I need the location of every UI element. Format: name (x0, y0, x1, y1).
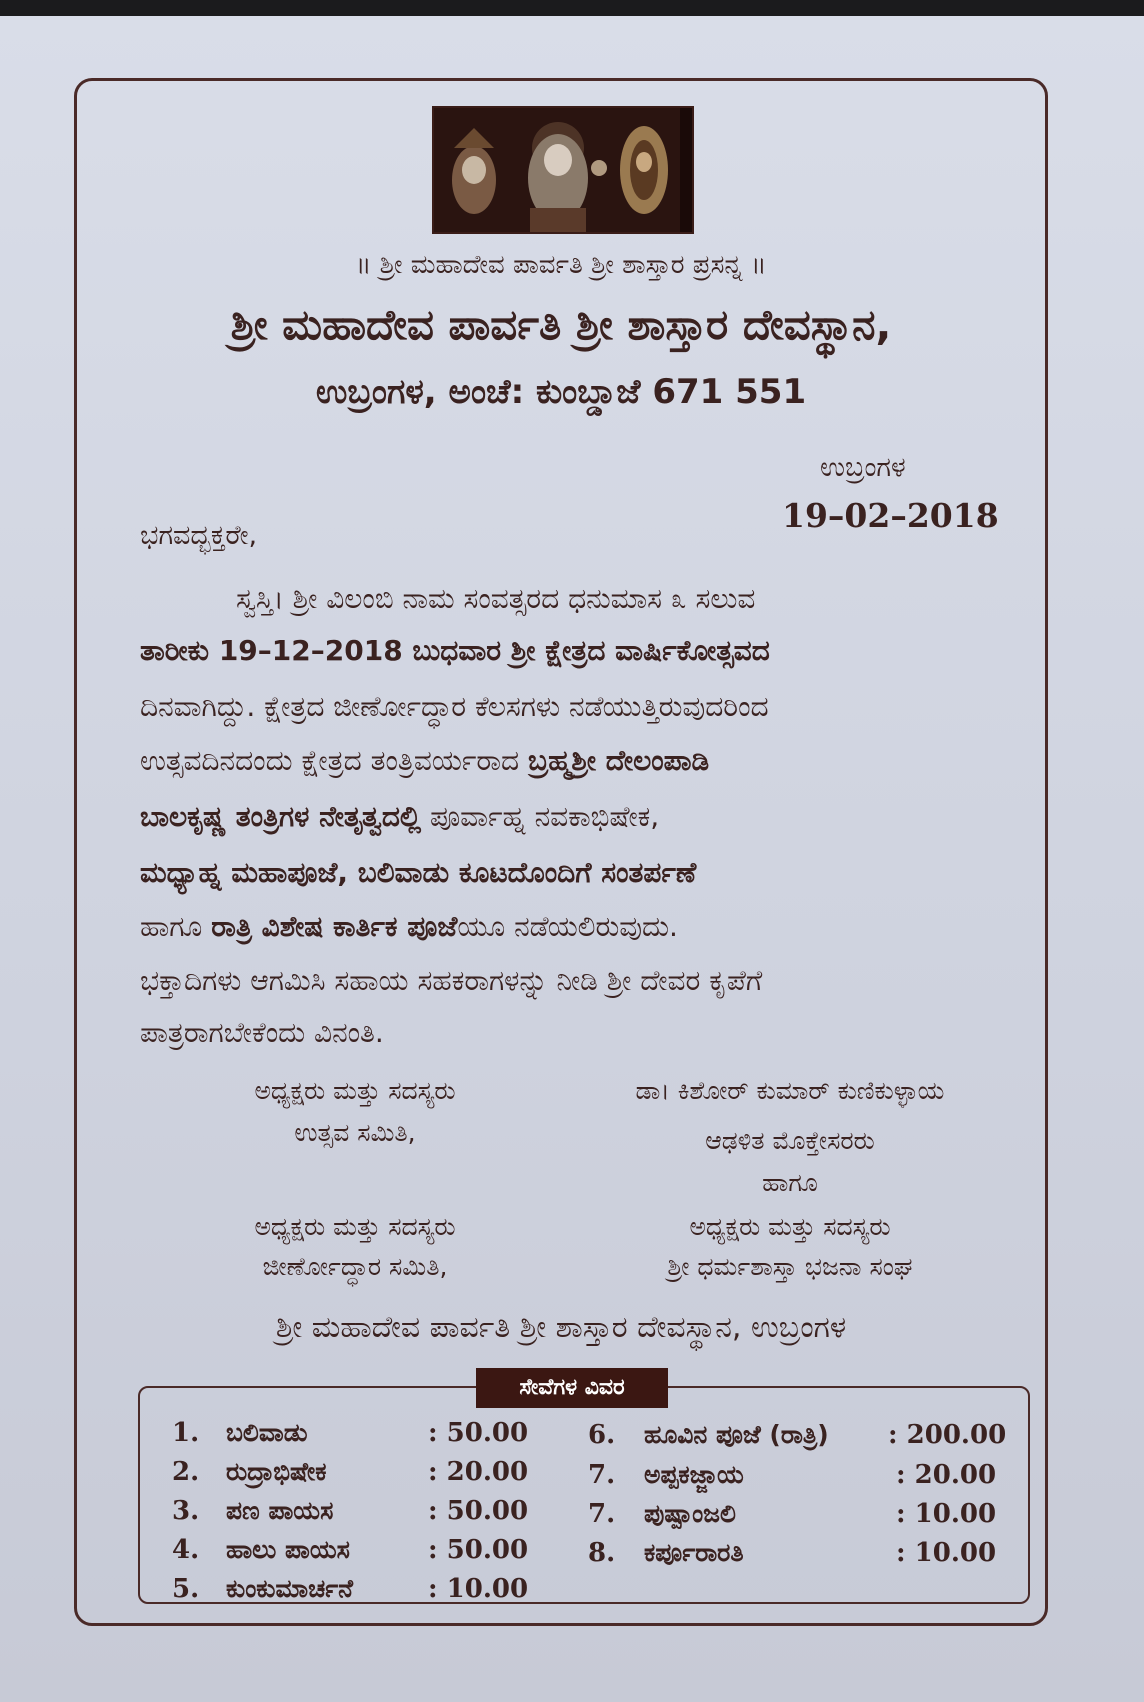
seva-amount: : 10.00 (896, 1538, 997, 1568)
seva-number: 6. (588, 1420, 616, 1450)
signatory-right-name: ಡಾ। ಕಿಶೋರ್ ಕುಮಾರ್ ಕುಣಿಕುಳ್ಳಾಯ (635, 1076, 945, 1105)
signatory-left-1-title: ಅಧ್ಯಕ್ಷರು ಮತ್ತು ಸದಸ್ಯರು (254, 1076, 456, 1105)
seva-amount: : 200.00 (888, 1420, 1007, 1450)
body-line-5-text: ಪೂರ್ವಾಹ್ನ ನವಕಾಭಿಷೇಕ, (421, 800, 660, 833)
body-line-7-text-b: ಯೂ ನಡೆಯಲಿರುವುದು. (457, 910, 678, 943)
seva-number: 1. (172, 1418, 200, 1448)
signatory-right-role: ಆಢಳಿತ ಮೊಕ್ತೇಸರರು (705, 1126, 875, 1155)
seva-amount: : 20.00 (428, 1457, 529, 1487)
seva-name: ರುದ್ರಾಭಿಷೇಕ (226, 1457, 327, 1486)
seva-name: ಪಣ ಪಾಯಸ (226, 1496, 334, 1525)
invocation-line: ॥ ಶ್ರೀ ಮಹಾದೇವ ಪಾರ್ವತಿ ಶ್ರೀ ಶಾಸ್ತಾರ ಪ್ರಸನ್ನ ॥ (355, 250, 767, 280)
deity-photo (432, 106, 694, 234)
signatory-left-1-committee: ಉತ್ಸವ ಸಮಿತಿ, (294, 1118, 416, 1147)
seva-name: ಬಲಿವಾಡು (226, 1418, 308, 1447)
signatory-right-sangha: ಶ್ರೀ ಧರ್ಮಶಾಸ್ತಾ ಭಜನಾ ಸಂಘ (667, 1252, 913, 1281)
body-line-4-bold: ಬ್ರಹ್ಮಶ್ರೀ ದೇಲಂಪಾಡಿ (528, 744, 710, 777)
body-line-5-bold: ಬಾಲಕೃಷ್ಣ ತಂತ್ರಿಗಳ ನೇತೃತ್ವದಲ್ಲಿ (140, 800, 422, 833)
body-line-4 (140, 744, 709, 778)
seva-number: 7. (588, 1460, 616, 1490)
body-line-2 (140, 634, 770, 668)
body-line-1: ಸ್ವಸ್ತಿ। ಶ್ರೀ ವಿಲಂಬಿ ನಾಮ ಸಂವತ್ಸರದ ಧನುಮಾಸ ೩ ಸಲುವ (236, 582, 756, 615)
seva-name: ಹೂವಿನ ಪೂಜೆ (ರಾತ್ರಿ) (644, 1420, 829, 1449)
body-line-2-bold: ತಾರೀಕು 19–12–2018 ಬುಧವಾರ ಶ್ರೀ ಕ್ಷೇತ್ರದ ವಾರ್ಷಿಕೋತ್ಸವದ (140, 634, 770, 667)
body-line-6 (140, 856, 696, 890)
body-line-8: ಭಕ್ತಾದಿಗಳು ಆಗಮಿಸಿ ಸಹಾಯ ಸಹಕರಾಗಳನ್ನು ನೀಡಿ ಶ್ರೀ ದೇವರ ಕೃಪೆಗೆ (140, 964, 763, 997)
signatory-left-2-committee: ಜೀರ್ಣೋದ್ಧಾರ ಸಮಿತಿ, (262, 1252, 448, 1281)
signatory-right-and: ಹಾಗೂ (762, 1168, 818, 1197)
seva-name: ಕುಂಕುಮಾರ್ಚನೆ (226, 1574, 354, 1603)
body-line-9: ಪಾತ್ರರಾಗಬೇಕೆಂದು ವಿನಂತಿ. (140, 1016, 384, 1049)
body-line-4-text: ಉತ್ಸವದಿನದಂದು ಕ್ಷೇತ್ರದ ತಂತ್ರಿವರ್ಯರಾದ (140, 744, 529, 777)
letter-date: 19–02–2018 (782, 496, 999, 535)
footer-temple-name: ಶ್ರೀ ಮಹಾದೇವ ಪಾರ್ವತಿ ಶ್ರೀ ಶಾಸ್ತಾರ ದೇವಸ್ಥಾನ, ಉಬ್ರಂಗಳ (275, 1310, 847, 1345)
seva-amount: : 50.00 (428, 1535, 529, 1565)
temple-address: ಉಬ್ರಂಗಳ, ಅಂಚೆ: ಕುಂಬ್ಡಾಜೆ 671 551 (315, 372, 807, 412)
seva-number: 3. (172, 1496, 200, 1526)
seva-amount: : 50.00 (428, 1496, 529, 1526)
top-bar (0, 0, 1144, 16)
seva-amount: : 10.00 (896, 1499, 997, 1529)
temple-name-heading: ಶ್ರೀ ಮಹಾದೇವ ಪಾರ್ವತಿ ಶ್ರೀ ಶಾಸ್ತಾರ ದೇವಸ್ಥಾನ, (230, 300, 892, 349)
body-line-7-text-a: ಹಾಗೂ (140, 910, 212, 943)
seva-table-title: ಸೇವೆಗಳ ವಿವರ (476, 1368, 668, 1408)
seva-number: 7. (588, 1499, 616, 1529)
body-line-7 (140, 910, 678, 944)
seva-number: 4. (172, 1535, 200, 1565)
seva-amount: : 50.00 (428, 1418, 529, 1448)
seva-name: ಅಪ್ಪಕಜ್ಜಾಯ (644, 1460, 744, 1489)
seva-number: 2. (172, 1457, 200, 1487)
signatory-right-title: ಅಧ್ಯಕ್ಷರು ಮತ್ತು ಸದಸ್ಯರು (689, 1212, 891, 1241)
seva-amount: : 10.00 (428, 1574, 529, 1604)
seva-name: ಹಾಲು ಪಾಯಸ (226, 1535, 350, 1564)
signatory-left-2-title: ಅಧ್ಯಕ್ಷರು ಮತ್ತು ಸದಸ್ಯರು (254, 1212, 456, 1241)
seva-name: ಕರ್ಪೂರಾರತಿ (644, 1538, 744, 1567)
body-line-5 (140, 800, 659, 834)
place-name: ಉಬ್ರಂಗಳ (820, 452, 906, 483)
seva-amount: : 20.00 (896, 1460, 997, 1490)
salutation: ಭಗವದ್ಭಕ್ತರೇ, (140, 520, 258, 551)
body-line-6-bold: ಮಧ್ಯಾಹ್ನ ಮಹಾಪೂಜೆ, ಬಲಿವಾಡು ಕೂಟದೊಂದಿಗೆ ಸಂತರ್ಪಣೆ (140, 856, 697, 889)
body-line-3: ದಿನವಾಗಿದ್ದು. ಕ್ಷೇತ್ರದ ಜೀರ್ಣೋದ್ಧಾರ ಕೆಲಸಗಳು ನಡೆಯುತ್ತಿರುವುದರಿಂದ (140, 690, 769, 723)
body-line-7-bold: ರಾತ್ರಿ ವಿಶೇಷ ಕಾರ್ತಿಕ ಪೂಜೆ (211, 910, 458, 943)
seva-number: 8. (588, 1538, 616, 1568)
seva-name: ಪುಷ್ಪಾಂಜಲಿ (644, 1499, 736, 1528)
seva-number: 5. (172, 1574, 200, 1604)
